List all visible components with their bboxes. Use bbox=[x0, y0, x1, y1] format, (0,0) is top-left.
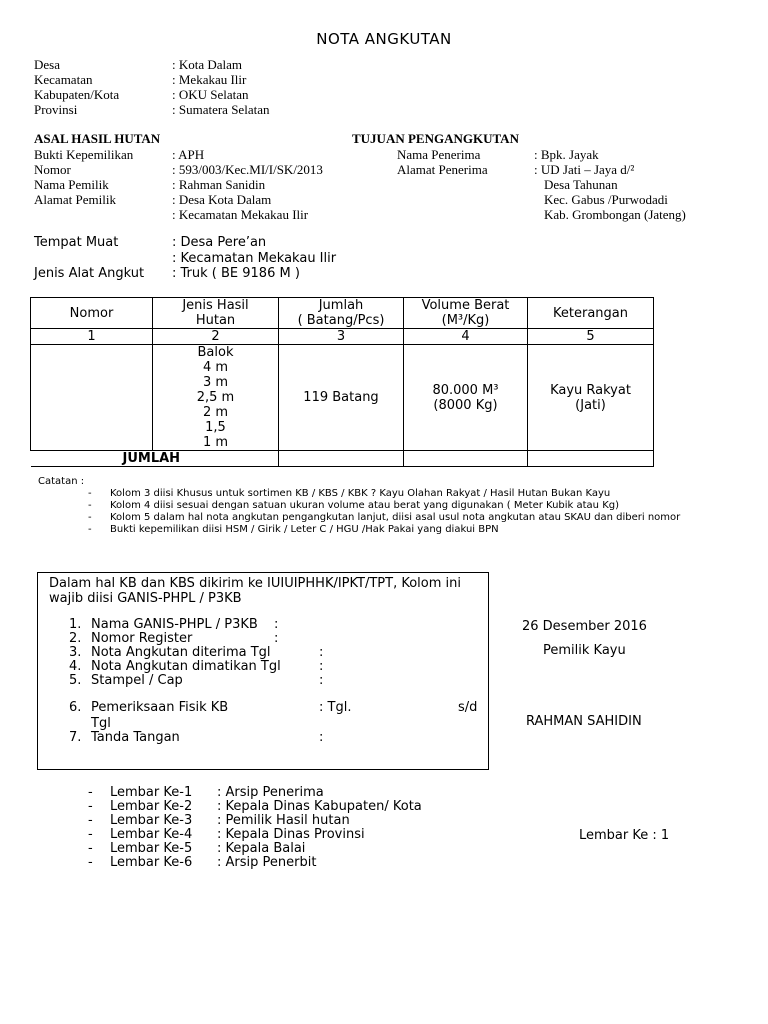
lembar-value: : Kepala Balai bbox=[217, 841, 306, 856]
table-header-row bbox=[31, 298, 654, 329]
catatan-label: Catatan : bbox=[38, 476, 85, 487]
ganis-label: Nama GANIS-PHPL / P3KB bbox=[91, 617, 258, 632]
ganis-colon: : bbox=[274, 631, 279, 646]
jenis-line: 1 m bbox=[202, 435, 229, 450]
note-item: - Bukti kepemilikan diisi HSM / Girik / Leter C / HGU /Hak Pakai yang diakui BPN bbox=[88, 524, 499, 535]
lembar-label: Lembar Ke-1 bbox=[110, 785, 193, 800]
ganis-label: Stampel / Cap bbox=[91, 673, 183, 688]
list-dash: - bbox=[88, 841, 93, 856]
destination-value: : UD Jati – Jaya d/² bbox=[534, 162, 635, 177]
ganis-colon: : Tgl. bbox=[319, 700, 352, 715]
list-item bbox=[88, 841, 306, 856]
cell-jumlah: 119 Batang bbox=[279, 345, 404, 451]
location-label: Provinsi bbox=[34, 102, 78, 117]
jenis-line: 2,5 m bbox=[196, 390, 235, 405]
total-row bbox=[31, 451, 654, 467]
goods-table bbox=[30, 297, 654, 467]
origin-value: : Rahman Sanidin bbox=[172, 177, 266, 192]
ganis-label: Pemeriksaan Fisik KB bbox=[91, 700, 229, 715]
lembar-label: Lembar Ke-6 bbox=[110, 855, 193, 870]
lembar-value: : Kepala Dinas Provinsi bbox=[217, 827, 365, 842]
list-dash: - bbox=[88, 799, 93, 814]
total-jumlah bbox=[279, 451, 404, 467]
ganis-intro: Dalam hal KB dan KBS dikirim ke IUIUIPHHK/IPKT/TPT, Kolom ini wajib diisi GANIS-PHPL / P3KB bbox=[49, 576, 461, 606]
location-label: Kecamatan bbox=[34, 72, 93, 87]
list-dash: - bbox=[88, 785, 93, 800]
ganis-extra: Tgl bbox=[91, 716, 111, 731]
ganis-num: 7. bbox=[69, 730, 82, 745]
document-title: NOTA ANGKUTAN bbox=[316, 30, 452, 48]
origin-label bbox=[34, 207, 133, 222]
location-value: : OKU Selatan bbox=[172, 87, 249, 102]
jenis-line: 4 m bbox=[202, 360, 229, 375]
signature-name: RAHMAN SAHIDIN bbox=[526, 714, 642, 729]
header-nomor: Nomor bbox=[31, 298, 153, 329]
note-text: Kolom 5 dalam hal nota angkutan pengangkutan lanjut, diisi asal usul nota angkutan atau SKAU dan diberi nomor bbox=[110, 512, 681, 523]
note-text: Kolom 3 diisi Khusus untuk sortimen KB / KBS / KBK ? Kayu Olahan Rakyat / Hasil Hutan Bukan Kayu bbox=[110, 488, 611, 499]
ganis-colon: : bbox=[319, 659, 324, 674]
ganis-colon: : bbox=[319, 673, 324, 688]
location-values bbox=[172, 57, 269, 117]
lembar-ke: Lembar Ke : 1 bbox=[579, 828, 670, 843]
col-number: 1 bbox=[31, 329, 153, 345]
jenis-alat-value: : Truk ( BE 9186 M ) bbox=[172, 266, 300, 281]
jenis-line: 2 m bbox=[202, 405, 229, 420]
destination-value: Kec. Gabus /Purwodadi bbox=[544, 192, 668, 207]
destination-value: Desa Tahunan bbox=[544, 177, 618, 192]
destination-label: Alamat Penerima bbox=[397, 162, 488, 177]
destination-value: : Bpk. Jayak bbox=[534, 147, 599, 162]
destination-label: Nama Penerima bbox=[397, 147, 481, 162]
jenis-alat-label: Jenis Alat Angkut bbox=[34, 266, 145, 281]
origin-value: : 593/003/Kec.MI/I/SK/2013 bbox=[172, 162, 323, 177]
col-number: 4 bbox=[404, 329, 528, 345]
note-text: Kolom 4 diisi sesuai dengan satuan ukuran volume atau berat yang digunakan ( Meter Kubik atau Kg) bbox=[110, 500, 620, 511]
ganis-label: Tanda Tangan bbox=[91, 730, 180, 745]
ganis-num: 3. bbox=[69, 645, 82, 660]
ganis-colon: : bbox=[274, 617, 279, 632]
header-jumlah: Jumlah ( Batang/Pcs) bbox=[279, 298, 404, 329]
origin-value: : Desa Kota Dalam bbox=[172, 192, 272, 207]
origin-label: Bukti Kepemilikan bbox=[34, 147, 134, 162]
origin-labels bbox=[34, 147, 133, 222]
location-label: Kabupaten/Kota bbox=[34, 87, 120, 102]
note-item: - Kolom 3 diisi Khusus untuk sortimen KB / KBS / KBK ? Kayu Olahan Rakyat / Hasil Hutan Bukan Kayu bbox=[88, 488, 611, 499]
ganis-label: Nota Angkutan diterima Tgl bbox=[91, 645, 271, 660]
total-keterangan bbox=[528, 451, 654, 467]
origin-label: Alamat Pemilik bbox=[34, 192, 116, 207]
destination-heading: TUJUAN PENGANGKUTAN bbox=[352, 131, 519, 146]
col-number: 3 bbox=[279, 329, 404, 345]
ganis-label: Nomor Register bbox=[91, 631, 193, 646]
destination-value: Kab. Grombongan (Jateng) bbox=[544, 207, 686, 222]
origin-value: : APH bbox=[172, 147, 205, 162]
ganis-sd: s/d bbox=[458, 700, 478, 715]
jenis-line: Balok bbox=[197, 345, 234, 360]
location-value: : Mekakau Ilir bbox=[172, 72, 247, 87]
ganis-colon: : bbox=[319, 730, 324, 745]
lembar-value: : Arsip Penerbit bbox=[217, 855, 317, 870]
location-label: Desa bbox=[34, 57, 60, 72]
list-dash: - bbox=[88, 855, 93, 870]
signature-role: Pemilik Kayu bbox=[543, 643, 626, 658]
header-volume: Volume Berat (M³/Kg) bbox=[404, 298, 528, 329]
ganis-num: 2. bbox=[69, 631, 82, 646]
origin-value: : Kecamatan Mekakau Ilir bbox=[172, 207, 309, 222]
location-value: : Kota Dalam bbox=[172, 57, 243, 72]
list-item bbox=[88, 785, 324, 800]
ganis-num: 5. bbox=[69, 673, 82, 688]
origin-label: Nama Pemilik bbox=[34, 177, 109, 192]
list-dash: - bbox=[88, 813, 93, 828]
col-number: 5 bbox=[528, 329, 654, 345]
lembar-label: Lembar Ke-2 bbox=[110, 799, 193, 814]
lembar-list bbox=[88, 785, 422, 870]
column-number-row bbox=[31, 329, 654, 345]
cell-volume: 80.000 M³ (8000 Kg) bbox=[404, 345, 528, 451]
list-item bbox=[88, 855, 317, 870]
cell-nomor bbox=[31, 345, 153, 451]
ganis-num: 1. bbox=[69, 617, 82, 632]
lembar-value: : Arsip Penerima bbox=[217, 785, 324, 800]
lembar-value: : Pemilik Hasil hutan bbox=[217, 813, 350, 828]
signature-date: 26 Desember 2016 bbox=[522, 619, 647, 634]
cell-jenis bbox=[153, 345, 279, 451]
jenis-line: 1,5 bbox=[205, 420, 226, 435]
destination-labels bbox=[397, 147, 488, 177]
note-item: - Kolom 5 dalam hal nota angkutan pengangkutan lanjut, diisi asal usul nota angkutan atau SKAU dan diberi nomor bbox=[88, 512, 681, 523]
catatan-notes bbox=[88, 488, 728, 536]
jenis-line: 3 m bbox=[202, 375, 229, 390]
lembar-value: : Kepala Dinas Kabupaten/ Kota bbox=[217, 799, 422, 814]
ganis-colon: : bbox=[319, 645, 324, 660]
cell-keterangan: Kayu Rakyat (Jati) bbox=[528, 345, 654, 451]
tempat-muat-value: : Desa Pere’an bbox=[172, 235, 267, 250]
location-labels bbox=[34, 57, 119, 117]
origin-values bbox=[172, 147, 323, 222]
list-dash: - bbox=[88, 827, 93, 842]
location-value: : Sumatera Selatan bbox=[172, 102, 270, 117]
ganis-num: 4. bbox=[69, 659, 82, 674]
tempat-muat-value-2: : Kecamatan Mekakau Ilir bbox=[172, 251, 337, 266]
lembar-label: Lembar Ke-5 bbox=[110, 841, 193, 856]
total-label: JUMLAH bbox=[31, 451, 279, 467]
lembar-label: Lembar Ke-3 bbox=[110, 813, 193, 828]
list-item bbox=[88, 799, 422, 814]
note-text: Bukti kepemilikan diisi HSM / Girik / Leter C / HGU /Hak Pakai yang diakui BPN bbox=[110, 524, 499, 535]
tempat-muat-label: Tempat Muat bbox=[34, 235, 119, 250]
list-item bbox=[88, 827, 365, 842]
total-volume bbox=[404, 451, 528, 467]
ganis-label: Nota Angkutan dimatikan Tgl bbox=[91, 659, 281, 674]
table-row bbox=[31, 345, 654, 451]
note-item: - Kolom 4 diisi sesuai dengan satuan ukuran volume atau berat yang digunakan ( Meter Kubik atau Kg) bbox=[88, 500, 620, 511]
header-keterangan: Keterangan bbox=[528, 298, 654, 329]
origin-heading: ASAL HASIL HUTAN bbox=[34, 131, 161, 146]
col-number: 2 bbox=[153, 329, 279, 345]
ganis-num: 6. bbox=[69, 700, 82, 715]
origin-label: Nomor bbox=[34, 162, 71, 177]
lembar-label: Lembar Ke-4 bbox=[110, 827, 193, 842]
destination-values bbox=[534, 147, 686, 222]
ganis-box bbox=[37, 572, 489, 770]
header-jenis: Jenis Hasil Hutan bbox=[153, 298, 279, 329]
list-item bbox=[88, 813, 350, 828]
